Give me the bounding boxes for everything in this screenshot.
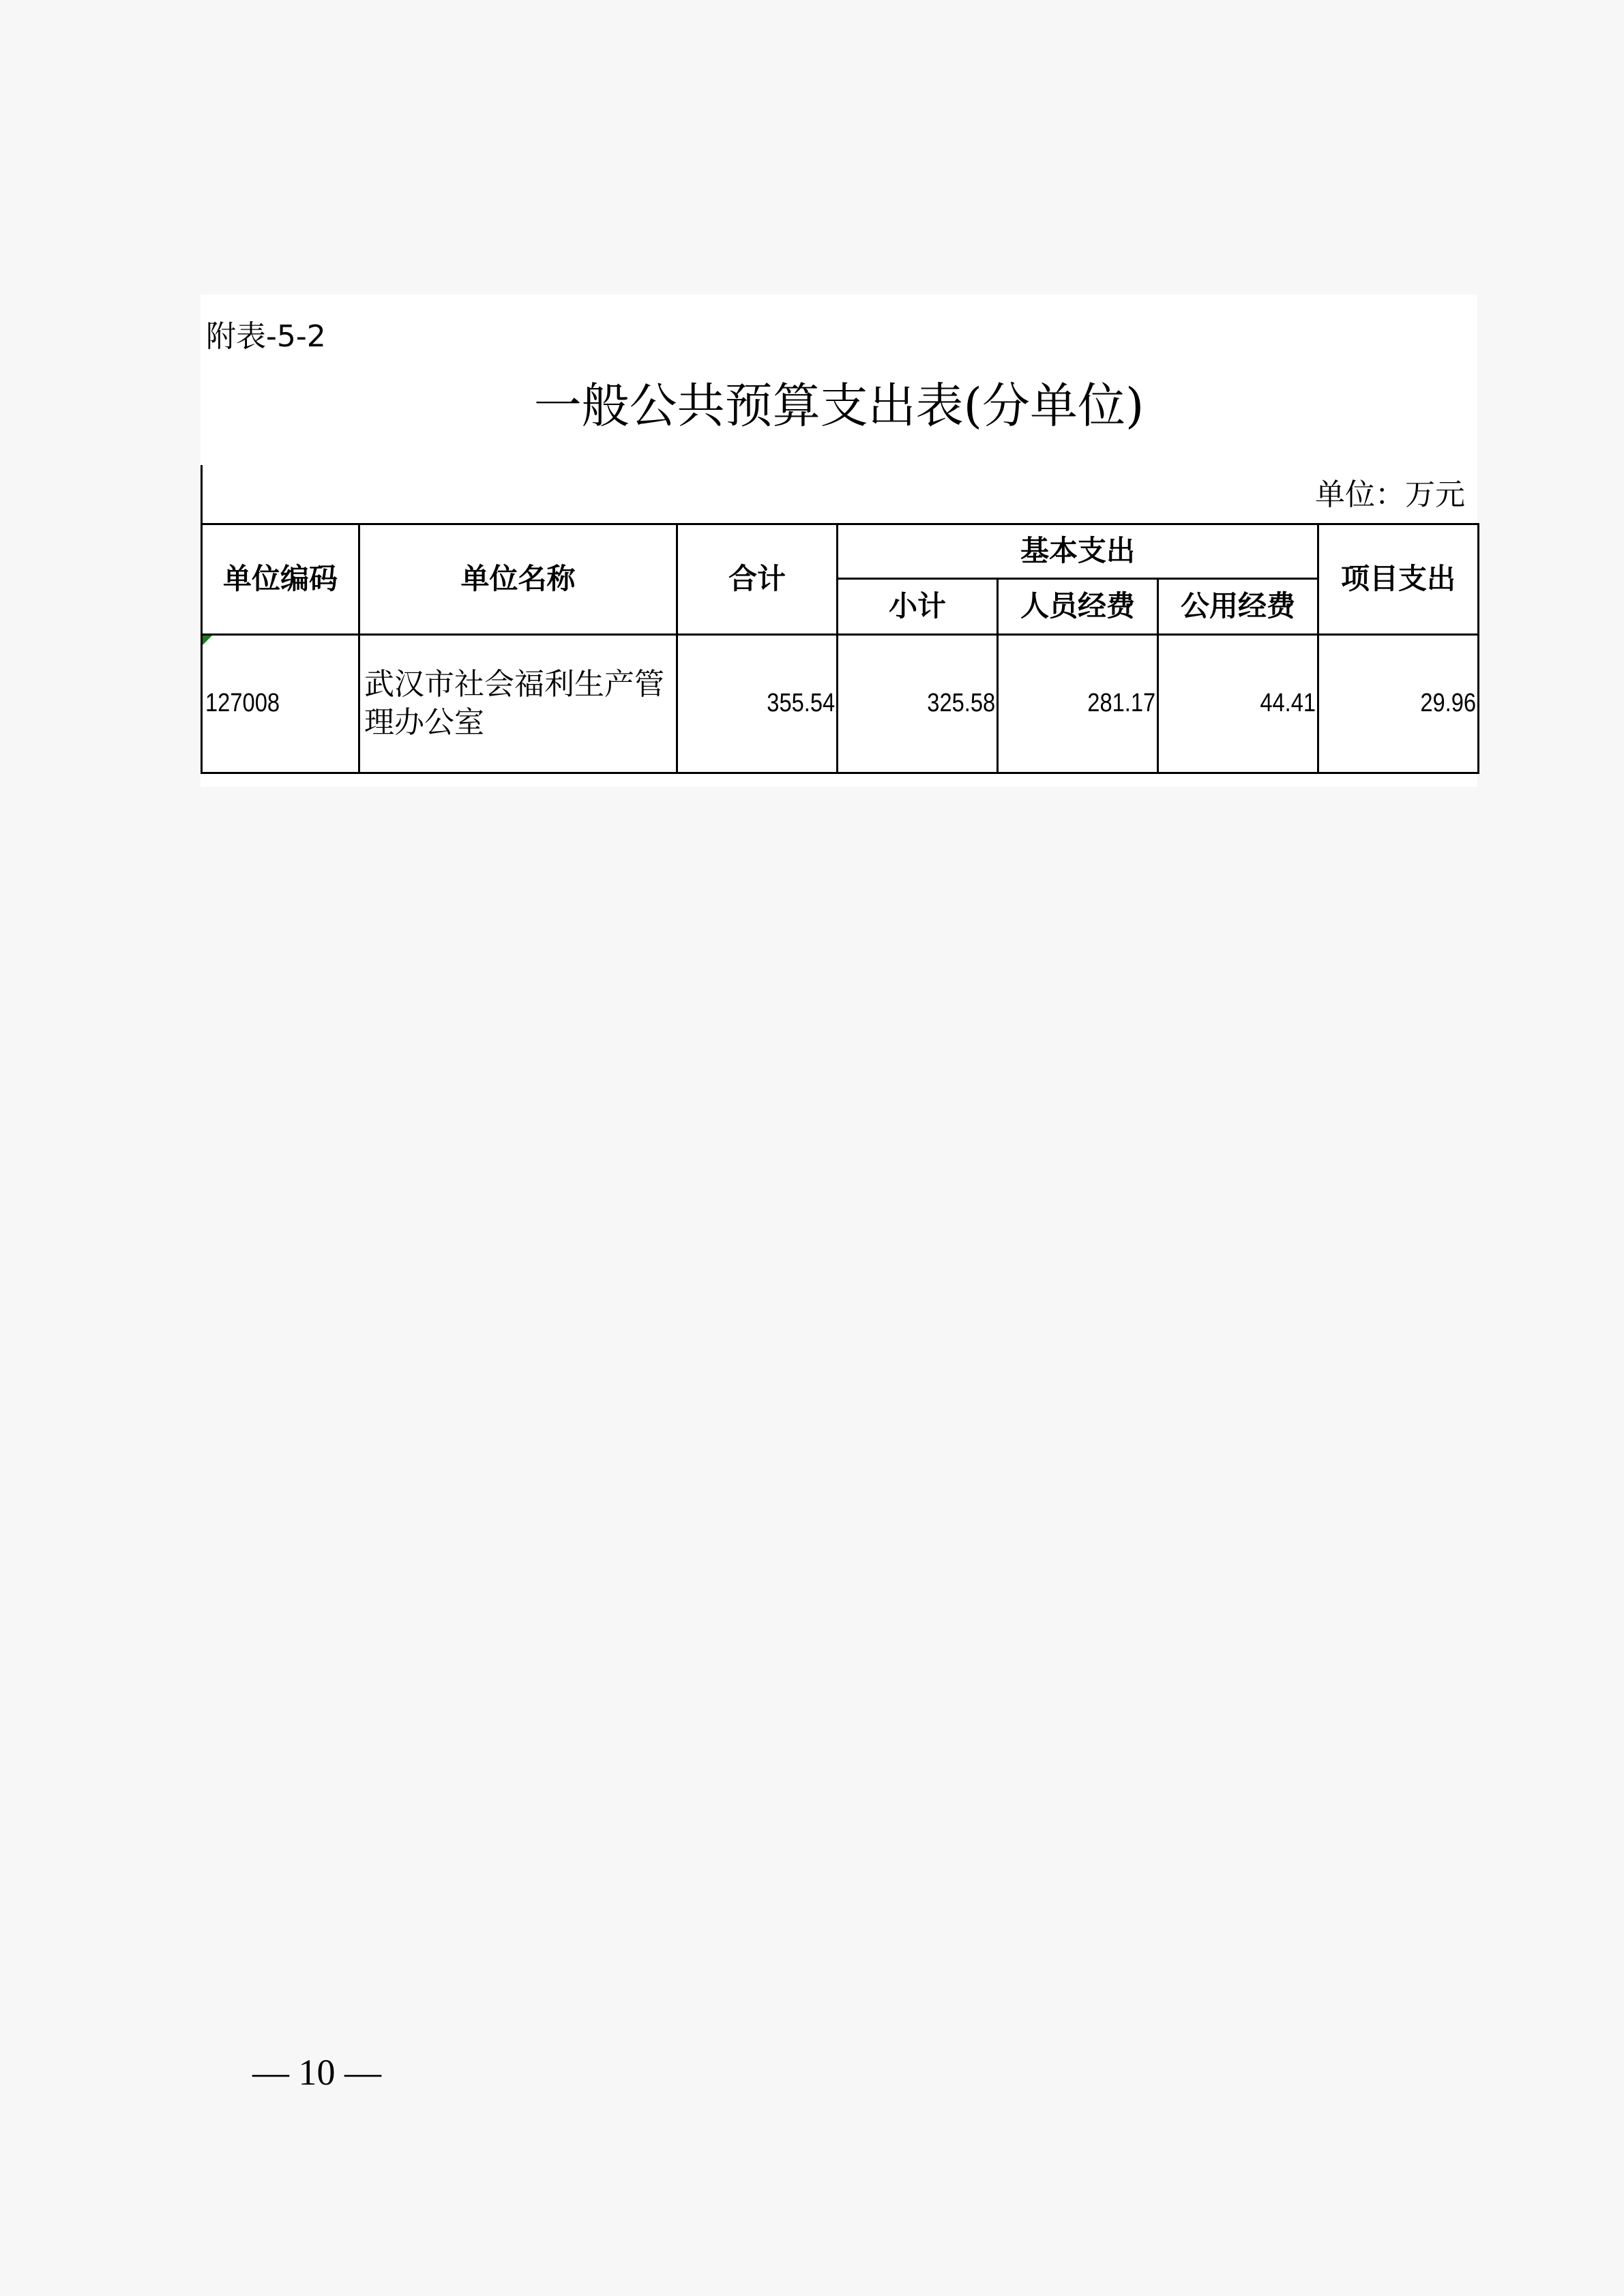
left-border-line [201,465,203,525]
cell-public-cost [1158,635,1318,773]
unit-label: 单位：万元 [1315,477,1465,512]
personnel-cost-value: 281.17 [1087,689,1155,718]
header-personnel-cost: 人员经费 [998,579,1158,635]
page-number: — 10 — [252,2052,381,2093]
cell-project-expenditure [1318,635,1479,773]
cell-comment-marker [203,636,212,645]
header-public-cost: 公用经费 [1158,579,1318,635]
header-subtotal: 小计 [838,579,998,635]
header-total: 合计 [677,524,838,635]
budget-table [201,523,1479,774]
header-unit-code: 单位编码 [202,524,359,635]
total-value: 355.54 [767,689,835,718]
subtotal-value: 325.58 [927,689,995,718]
cell-personnel-cost [998,635,1158,773]
cell-unit-name: 武汉市社会福利生产管理办公室 [359,635,677,773]
cell-subtotal [838,635,998,773]
header-unit-name: 单位名称 [359,524,677,635]
unit-code-value: 127008 [205,689,280,718]
page-title: 一般公共预算支出表(分单位) [533,378,1145,434]
header-row-1 [202,524,1479,579]
table-row [202,635,1479,773]
public-cost-value: 44.41 [1260,689,1316,718]
cell-unit-code [202,635,359,773]
budget-sheet [201,295,1477,787]
project-expenditure-value: 29.96 [1420,689,1477,718]
header-basic-expenditure: 基本支出 [838,524,1318,579]
cell-total [677,635,838,773]
header-project-expenditure: 项目支出 [1318,524,1479,635]
annex-label: 附表-5-2 [206,319,326,354]
